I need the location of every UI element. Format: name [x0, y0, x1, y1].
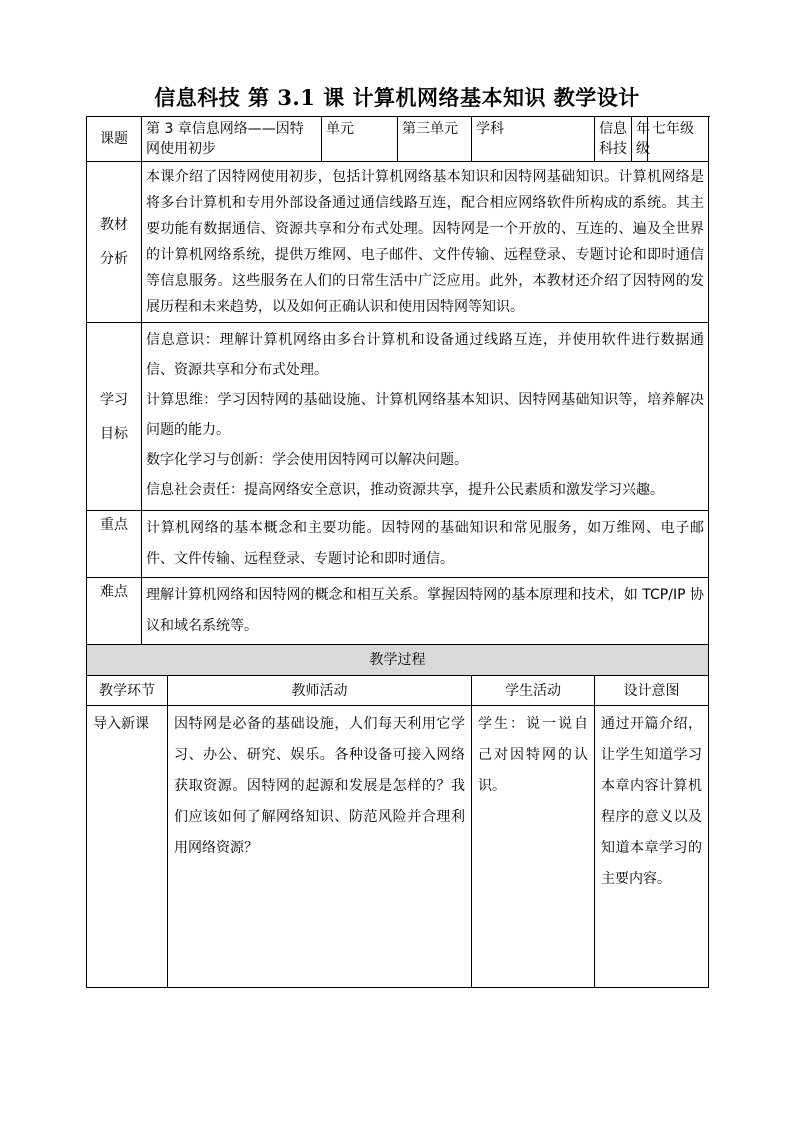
column-header-intent: 设计意图 — [595, 676, 709, 706]
objectives-row — [87, 323, 709, 511]
subject-label: 学科 — [472, 117, 595, 162]
process-section-title: 教学过程 — [87, 645, 709, 676]
objectives-label — [87, 323, 142, 511]
difficulties-text: 理解计算机网络和因特网的概念和相互关系。掌握因特网的基本原理和技术，如 TCP/IP 协议和域名系统等。 — [146, 587, 705, 634]
objective-item: 计算思维：学习因特网的基础设施、计算机网络基本知识、因特网基础知识等，培养解决问题的能力。 — [146, 392, 705, 438]
analysis-text-cell — [142, 162, 709, 323]
column-header-teacher: 教师活动 — [168, 676, 472, 706]
header-row — [87, 117, 709, 162]
key-points-text: 计算机网络的基本概念和主要功能。因特网的基础知识和常见服务，如万维网、电子邮件、文件传输、远程登录、专题讨论和即时通信。 — [146, 520, 705, 567]
analysis-label-line-2: 分析 — [100, 251, 128, 267]
key-points-text-cell — [142, 511, 709, 578]
process-student-cell — [472, 706, 595, 988]
process-student-activity: 学生：说一说自己对因特网的认识。 — [478, 716, 589, 794]
objectives-label-line-1: 学习 — [100, 391, 128, 408]
process-stage-cell — [87, 706, 168, 988]
unit-label: 单元 — [322, 117, 398, 162]
difficulties-text-cell — [142, 578, 709, 645]
analysis-label — [87, 162, 142, 323]
objective-item: 信息社会责任：提高网络安全意识，推动资源共享，提升公民素质和激发学习兴趣。 — [146, 482, 664, 498]
subject-value: 信息科技 — [595, 117, 632, 162]
difficulties-row — [87, 578, 709, 645]
objectives-label-line-2: 目标 — [100, 425, 128, 442]
key-points-label: 重点 — [87, 511, 142, 578]
process-teacher-cell — [168, 706, 472, 988]
analysis-text: 本课介绍了因特网使用初步，包括计算机网络基本知识和因特网基础知识。计算机网络是将多台计算机和专用外部设备通过通信线路互连，配合相应网络软件所构成的系统。其主要功能有数据通信、资源共享和分布式处理。因特网是一个开放的、互连的、遍及全世界的计算机网络系统，提供万维网、电子邮件、文件传输、远程登录、专题讨论和即时通信等信息服务。这些服务在人们的日常生活中广泛应用。此外，本教材还介绍了因特网的发展历程和未来趋势，以及如何正确认识和使用因特网等知识。 — [146, 169, 705, 315]
objective-item: 数字化学习与创新：学会使用因特网可以解决问题。 — [146, 452, 468, 468]
analysis-row — [87, 162, 709, 323]
process-column-headers — [87, 676, 709, 706]
process-row — [87, 706, 709, 988]
topic-label: 课题 — [87, 117, 142, 162]
grade-value: 七年级 — [648, 117, 709, 162]
key-points-row — [87, 511, 709, 578]
document-title: 信息科技 第 3.1 课 计算机网络基本知识 教学设计 — [154, 85, 640, 110]
difficulties-label: 难点 — [87, 578, 142, 645]
process-teacher-activity: 因特网是必备的基础设施，人们每天利用它学习、办公、研究、娱乐。各种设备可接入网络获取资源。因特网的起源和发展是怎样的？我们应该如何了解网络知识、防范风险并合理利用网络资源？ — [174, 716, 465, 856]
process-stage: 导入新课 — [93, 716, 149, 732]
grade-label: 年级 — [632, 117, 648, 162]
process-design-intent: 通过开篇介绍，让学生知道学习本章内容计算机程序的意义以及知道本章学习的主要内容。 — [601, 716, 703, 887]
column-header-student: 学生活动 — [472, 676, 595, 706]
unit-value: 第三单元 — [398, 117, 472, 162]
objective-item: 信息意识：理解计算机网络由多台计算机和设备通过线路互连，并使用软件进行数据通信、资源共享和分布式处理。 — [146, 332, 705, 378]
lesson-plan-table — [86, 116, 709, 988]
topic-value: 第 3 章信息网络——因特网使用初步 — [142, 117, 322, 162]
objectives-text-cell — [142, 323, 709, 511]
process-intent-cell — [595, 706, 709, 988]
process-section-header — [87, 645, 709, 676]
analysis-label-line-1: 教材 — [100, 217, 128, 233]
column-header-stage: 教学环节 — [87, 676, 168, 706]
